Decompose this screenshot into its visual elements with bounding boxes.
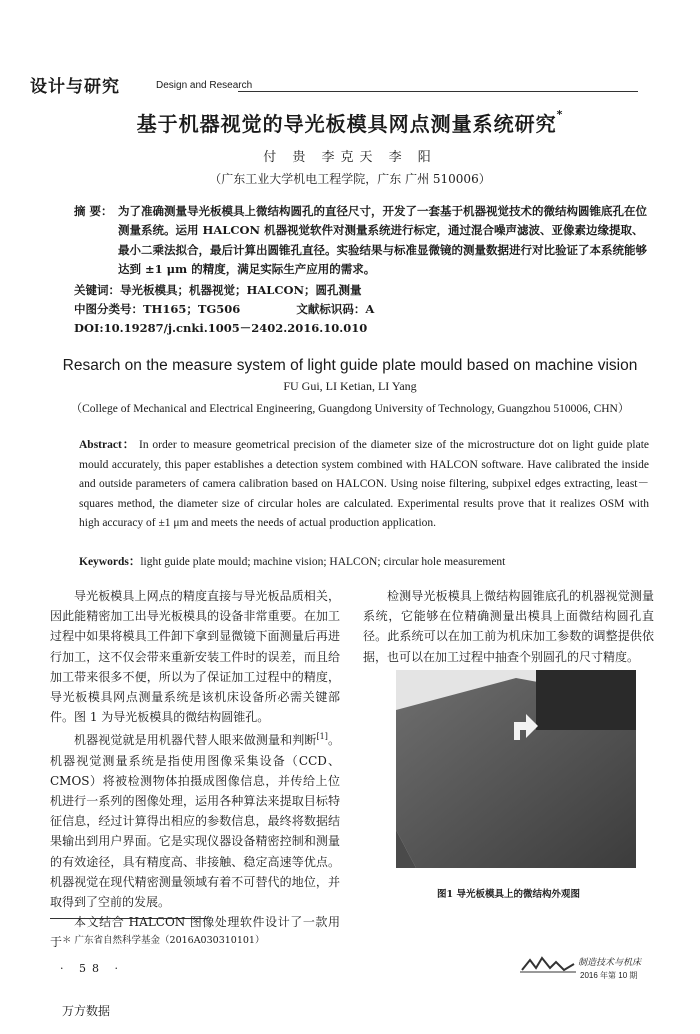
body-paragraph-2-rest: 。机器视觉测量系统是指使用图像采集设备（CCD、CMOS）将被检测物体拍摄成图像信息，并传给上位机进行一系列的图像处理，运用各种算法来提取目标特征信息，经过计算得出相应的参数信息，最终将数据结果输出到用户界面。它是实现仪器设备精密控制和测量的有效途径，具有精度高、非接触、稳定高速等优点。机器视觉在现代精密测量领域有着不可替代的地位，并取得到了空前的发展。	[50, 733, 340, 910]
english-affiliation: （College of Mechanical and Electrical Engineering, Guangdong University of Technology, Guangzhou 510006, CHN）	[70, 403, 630, 415]
header-rule	[238, 91, 638, 92]
keywords-en-text: light guide plate mould; machine vision; HALCON; circular hole measurement	[140, 556, 506, 568]
body-paragraph-right: 检测导光板模具上微结构圆锥底孔的机器视觉测量系统，它能够在位精确测量出模具上面微结构圆孔直径。此系统可以在加工前为机床加工参数的调整提供依据，也可以在加工过程中抽查个别圆孔的尺寸精度。	[363, 589, 654, 664]
classification-row	[74, 300, 654, 319]
body-paragraph: 导光板模具上网点的精度直接与导光板品质相关，因此能精密加工出导光板模具的设备非常重要。在加工过程中如果将模具工件卸下拿到显微镜下面测量后再进行加工，这不仅会带来重新安装工件时的误差，而且给加工带来很多不便，所以为了保证加工过程中的精度，导光板模具网点测量系统是该机床设备所必需关键部件。图 1 为导光板模具的微结构圆锥孔。	[50, 589, 340, 725]
page-number: · 58 ·	[60, 962, 124, 975]
body-left-column	[50, 586, 340, 953]
journal-issue: 2016 年第 10 期	[580, 971, 638, 980]
english-authors: FU Gui, LI Ketian, LI Yang	[283, 379, 417, 393]
abstract-cn	[74, 202, 654, 280]
keywords-cn: 关键词：导光板模具；机器视觉；HALCON；圆孔测量	[74, 283, 362, 297]
paper-title-text: 基于机器视觉的导光板模具网点测量系统研究	[136, 112, 557, 136]
english-title: Resarch on the measure system of light guide plate mould based on machine vision	[62, 357, 638, 374]
body-paragraph-2-start: 机器视觉就是用机器代替人眼来做测量和判断	[74, 733, 317, 748]
abstract-cn-label: 摘 要：	[74, 204, 113, 218]
figure-1-photo	[396, 670, 636, 868]
abstract-en-label: Abstract：	[79, 439, 136, 451]
keywords-en-label: Keywords：	[79, 556, 141, 568]
mould-photo-illustration	[396, 670, 636, 868]
body-paragraph-3: 本文结合 HALCON 图像处理软件设计了一款用于	[50, 915, 340, 950]
document-code: 文献标识码：A	[296, 302, 375, 316]
affiliation: （广东工业大学机电工程学院，广东 广州 510006）	[209, 172, 491, 186]
abstract-en	[79, 436, 649, 534]
journal-name: 制造技术与机床	[578, 958, 642, 968]
doi: DOI:10.19287/j.cnki.1005－2402.2016.10.010	[74, 321, 368, 335]
section-tag-cn: 设计与研究	[30, 77, 120, 97]
authors: 付 贵 李克天 李 阳	[263, 150, 437, 165]
citation-ref: [1]	[316, 732, 328, 742]
mould-corner-block	[536, 670, 636, 730]
footnote-rule	[50, 918, 208, 919]
title-footnote-mark: *	[556, 108, 564, 121]
body-right-column	[363, 586, 654, 667]
journal-logo-icon	[520, 956, 576, 978]
classification-number: 中图分类号：TH165；TG506	[74, 302, 241, 316]
figure-caption: 图1 导光板模具上的微结构外观图	[437, 889, 580, 900]
footnote: ＊ 广东省自然科学基金（2016A030310101）	[62, 935, 265, 946]
section-tag-en: Design and Research	[156, 80, 253, 91]
abstract-cn-text: 为了准确测量导光板模具上微结构圆孔的直径尺寸，开发了一套基于机器视觉技术的微结构圆锥底孔在位测量系统。运用 HALCON 机器视觉软件对测量系统进行标定，通过混合噪声滤波、亚像素边缘提取、最小二乘法拟合，最后计算出圆锥孔直径。实验结果与标准显微镜的测量数据进行对比验证了本系统能够达到 ±1 μm 的精度，满足实际生产应用的需求。	[118, 204, 647, 277]
watermark-label: 万方数据	[62, 1004, 111, 1018]
journal-logo-graphic	[520, 956, 576, 974]
keywords-en	[79, 553, 649, 569]
body-paragraph-2	[50, 727, 340, 912]
paper-title	[0, 108, 700, 137]
abstract-en-text: In order to measure geometrical precision of the diameter size of the microstructure dot on light guide plate mould accurately, this paper establishes a detection system combined with HALCON software. Have calibrated the inside and outside parameters of camera calibration based on HALCON. Using noise filtering, subpixel edges extracting, least－squares method, the diameter size of circular holes are calculated. Experimental results prove that it realizes OSM with high accuracy of ±1 μm and meets the needs of actual production application.	[79, 439, 650, 530]
